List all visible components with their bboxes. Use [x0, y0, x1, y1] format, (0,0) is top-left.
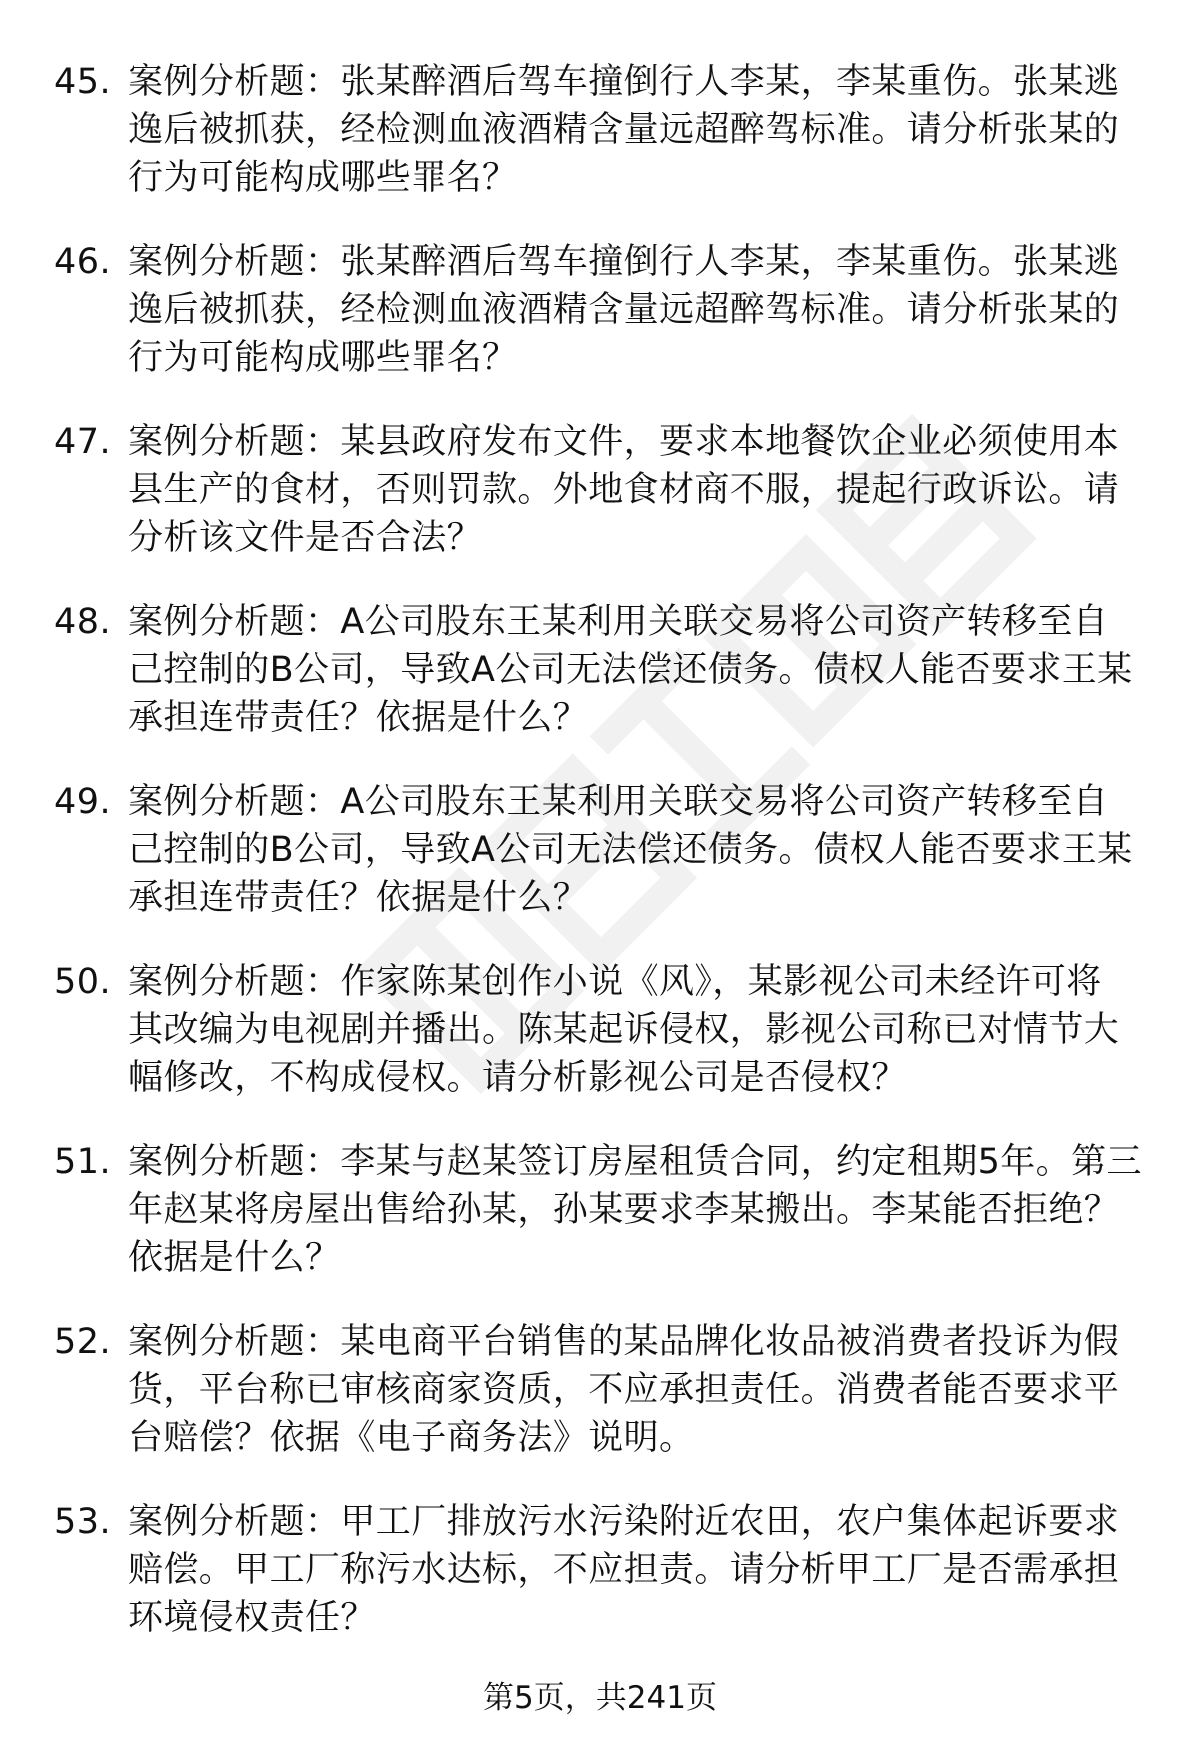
question-text: 案例分析题：张某醉酒后驾车撞倒行人李某，李某重伤。张某逃 逸后被抓获，经检测血液酒精含量远超醉驾标准。请分析张某的 行为可能构成哪些罪名？ — [128, 242, 1120, 378]
question-item — [0, 50, 1200, 196]
question-text: 案例分析题：某电商平台销售的某品牌化妆品被消费者投诉为假 货，平台称已审核商家资质，不应承担责任。消费者能否要求平 台赔偿？依据《电子商务法》说明。 — [128, 1322, 1120, 1458]
question-number: 53. — [54, 1502, 112, 1542]
question-item — [0, 950, 1200, 1096]
question-item — [0, 410, 1200, 556]
question-text: 案例分析题：作家陈某创作小说《风》，某影视公司未经许可将 其改编为电视剧并播出。陈某起诉侵权，影视公司称已对情节大 幅修改，不构成侵权。请分析影视公司是否侵权？ — [128, 962, 1120, 1098]
question-text: 案例分析题：A公司股东王某利用关联交易将公司资产转移至自 己控制的B公司，导致A公司无法偿还债务。债权人能否要求王某 承担连带责任？依据是什么？ — [128, 782, 1133, 918]
question-number: 49. — [54, 782, 112, 822]
question-list — [0, 50, 1200, 1670]
question-number: 45. — [54, 62, 112, 102]
question-number: 48. — [54, 602, 112, 642]
question-text: 案例分析题：甲工厂排放污水污染附近农田，农户集体起诉要求 赔偿。甲工厂称污水达标，不应担责。请分析甲工厂是否需承担 环境侵权责任？ — [128, 1502, 1120, 1638]
question-number: 51. — [54, 1142, 112, 1182]
question-number: 50. — [54, 962, 112, 1002]
page-footer: 第5页，共241页 — [483, 1680, 717, 1716]
question-number: 47. — [54, 422, 112, 462]
question-item — [0, 1310, 1200, 1456]
question-text: 案例分析题：李某与赵某签订房屋租赁合同，约定租期5年。第三 年赵某将房屋出售给孙某，孙某要求李某搬出。李某能否拒绝？ 依据是什么？ — [128, 1142, 1142, 1278]
question-item — [0, 230, 1200, 376]
question-item — [0, 590, 1200, 736]
question-item — [0, 770, 1200, 916]
question-item — [0, 1490, 1200, 1636]
question-text: 案例分析题：张某醉酒后驾车撞倒行人李某，李某重伤。张某逃 逸后被抓获，经检测血液酒精含量远超醉驾标准。请分析张某的 行为可能构成哪些罪名？ — [128, 62, 1120, 198]
question-item — [0, 1130, 1200, 1276]
question-text: 案例分析题：某县政府发布文件，要求本地餐饮企业必须使用本 县生产的食材，否则罚款。外地食材商不服，提起行政诉讼。请 分析该文件是否合法？ — [128, 422, 1120, 558]
question-number: 52. — [54, 1322, 112, 1362]
question-number: 46. — [54, 242, 112, 282]
question-text: 案例分析题：A公司股东王某利用关联交易将公司资产转移至自 己控制的B公司，导致A公司无法偿还债务。债权人能否要求王某 承担连带责任？依据是什么？ — [128, 602, 1133, 738]
